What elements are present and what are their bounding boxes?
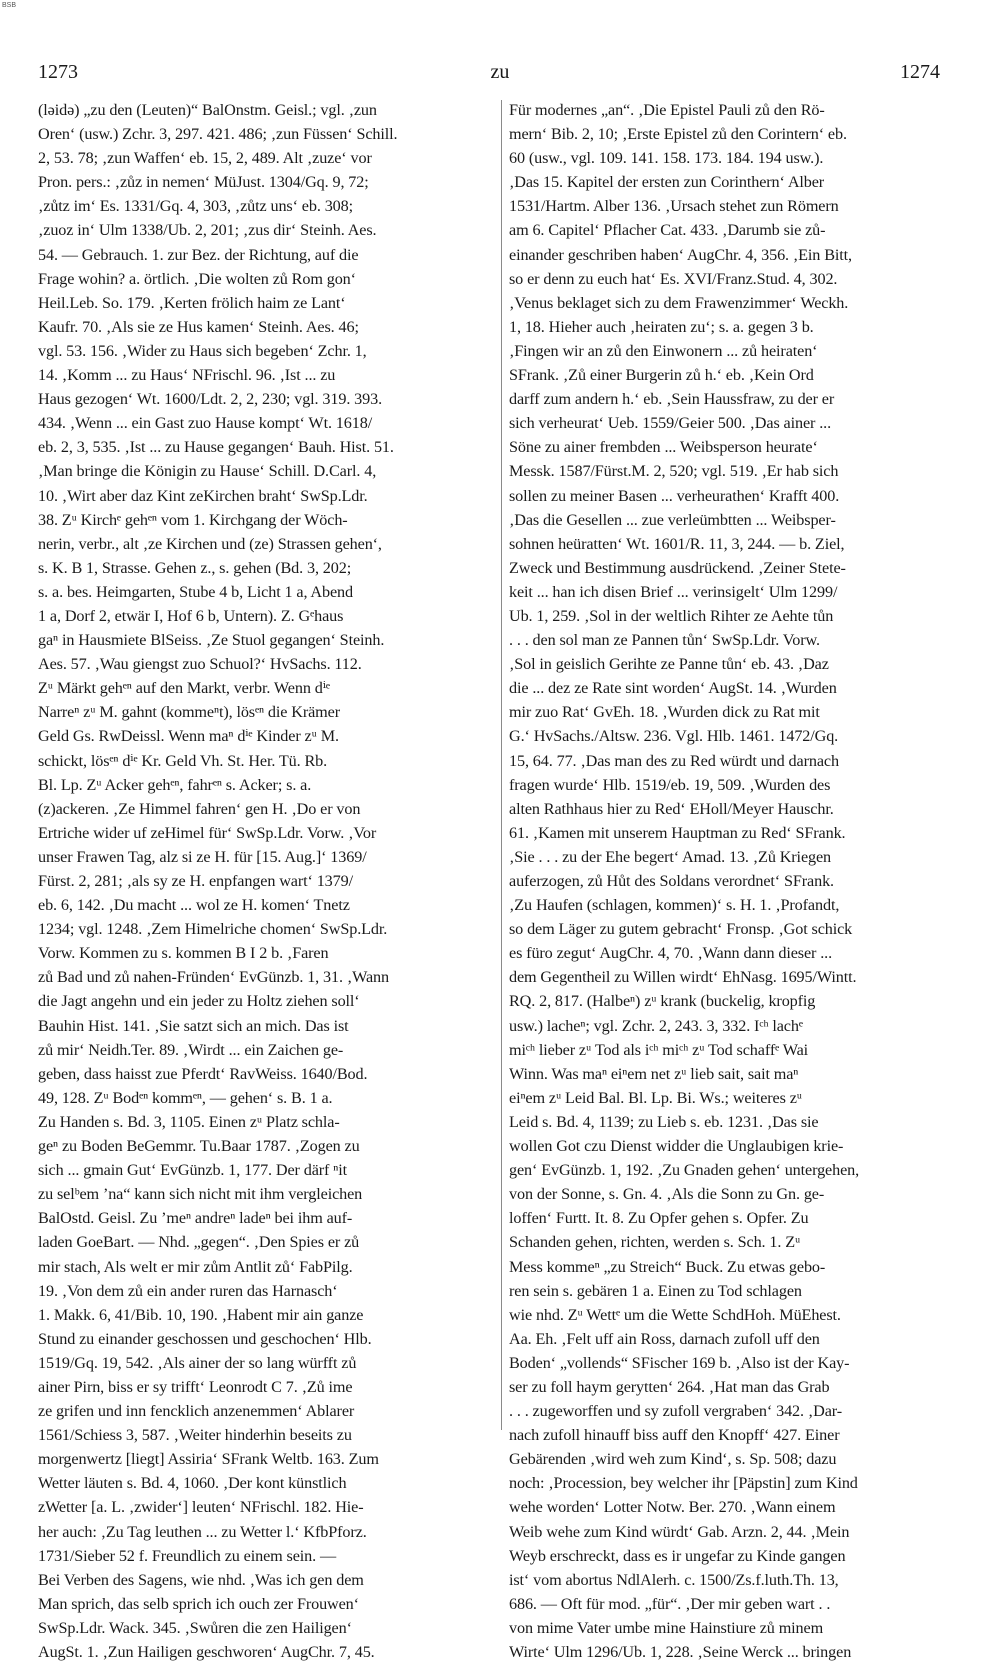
text-line: 1234; vgl. 1248. ‚Zem Himelriche chomen‘ SwSp.Ldr. <box>38 920 388 939</box>
text-line: einander geschriben haben‘ AugChr. 4, 356. ‚Ein Bitt, <box>509 245 852 264</box>
text-line: ze grifen und inn fencklich anzenemmen‘ Ablarer <box>38 1402 355 1421</box>
text-line: wollen Got czu Dienst widder die Unglaubigen krie- <box>509 1137 844 1156</box>
text-line: (ləidə) „zu den (Leuten)“ BalOnstm. Geisl.; vgl. ‚zun <box>38 101 377 119</box>
text-line: Narreⁿ zᵘ M. gahnt (kommeⁿt), lösᵉⁿ die Krämer <box>38 703 340 722</box>
text-line: ‚Sie . . . zu der Ehe begert‘ Amad. 13. ‚Zů Kriegen <box>509 847 832 866</box>
text-line: (z)ackeren. ‚Ze Himmel fahren‘ gen H. ‚Do er von <box>38 799 361 818</box>
text-line: sich verheurat‘ Ueb. 1559/Geier 500. ‚Das ainer ... <box>509 414 832 433</box>
text-line: nerin, verbr., alt ‚ze Kirchen und (ze) Strassen gehen‘, <box>38 534 382 553</box>
text-line: geben, dass haisst zue Pferdt‘ RavWeiss. 1640/Bod. <box>38 1064 368 1083</box>
text-line: 1 a, Dorf 2, etwär I, Hof 6 b, Untern). Z. Gᵉhaus <box>38 606 344 625</box>
text-line: von mime Vater umbe mine Hainstiure zů minem <box>509 1618 824 1637</box>
text-line: G.‘ HvSachs./Altsw. 236. Vgl. Hlb. 1461. 1472/Gq. <box>509 727 839 746</box>
text-line: alten Rathhaus hier zu Red‘ EHoll/Meyer Hauschr. <box>509 799 834 818</box>
text-line: ‚Sol in geislich Gerihte ze Panne tůn‘ eb. 43. ‚Daz <box>509 655 829 674</box>
text-line: eb. 2, 3, 535. ‚Ist ... zu Hause gegangen‘ Bauh. Hist. 51. <box>38 438 394 457</box>
text-line: ‚Zu Haufen (schlagen, kommen)‘ s. H. 1. ‚Profandt, <box>509 896 840 915</box>
left-text-column <box>38 98 496 1661</box>
text-line: auferzogen, zů Hůt des Soldans verordnet‘ SFrank. <box>509 872 834 890</box>
text-line: . . . zugeworffen und sy zufoll vergraben‘ 342. ‚Dar- <box>509 1402 842 1421</box>
text-line: Haus gezogen‘ Wt. 1600/Ldt. 2, 2, 230; vgl. 319. 393. <box>38 390 383 409</box>
text-line: usw.) lacheⁿ; vgl. Zchr. 2, 243. 3, 332. Iᶜʰ lachᵉ <box>509 1016 803 1035</box>
right-text-column <box>509 98 965 1661</box>
text-line: BalOstd. Geisl. Zu ’meⁿ andreⁿ ladeⁿ bei ihm auf- <box>38 1209 353 1228</box>
text-line: Wirte‘ Ulm 1296/Ub. 1, 228. ‚Seine Werck ... bringen <box>509 1643 852 1661</box>
text-line: geⁿ zu Boden BeGemmr. Tu.Baar 1787. ‚Zogen zu <box>38 1137 360 1156</box>
text-line: Frage wohin? a. örtlich. ‚Die wolten zů Rom gon‘ <box>38 269 356 288</box>
text-line: 38. Zᵘ Kirchᵉ gehᵉⁿ vom 1. Kirchgang der Wöch- <box>38 510 348 529</box>
text-line: ‚Das 15. Kapitel der ersten zun Corinthern‘ Alber <box>509 173 825 192</box>
text-line: zů Bad und zů nahen-Fründen‘ EvGünzb. 1, 31. ‚Wann <box>38 968 389 987</box>
text-line: Söne zu ainer frembden ... Weibsperson heurate‘ <box>509 438 818 457</box>
text-line: Bei Verben des Sagens, wie nhd. ‚Was ich gen dem <box>38 1570 364 1589</box>
text-line: . . . den sol man ze Pannen tůn‘ SwSp.Ldr. Vorw. <box>509 631 820 650</box>
text-line: Bauhin Hist. 141. ‚Sie satzt sich an mich. Das ist <box>38 1016 349 1035</box>
text-line: ‚Fingen wir an zů den Einwonern ... zů heiraten‘ <box>509 341 818 360</box>
text-line: Ub. 1, 259. ‚Sol in der weltlich Rihter ze Aehte tůn <box>509 606 834 625</box>
text-line: Pron. pers.: ‚zůz in nemen‘ MüJust. 1304/Gq. 9, 72; <box>38 173 369 192</box>
page-number-right: 1274 <box>900 61 940 83</box>
text-line: 54. — Gebrauch. 1. zur Bez. der Richtung, auf die <box>38 245 359 264</box>
text-line: 686. — Oft für mod. „für“. ‚Der mir geben wart . . <box>509 1594 831 1613</box>
text-line: 1731/Sieber 52 f. Freundlich zu einem sein. — <box>38 1546 337 1565</box>
text-line: zů mir‘ Neidh.Ter. 89. ‚Wirdt ... ein Zaichen ge- <box>38 1040 344 1059</box>
text-line: RQ. 2, 817. (Halbeⁿ) zᵘ krank (buckelig, kropfig <box>509 992 816 1011</box>
text-line: vgl. 53. 156. ‚Wider zu Haus sich begeben‘ Zchr. 1, <box>38 341 367 360</box>
text-line: ren sein s. gebären 1 a. Einen zu Tod schlagen <box>509 1281 802 1300</box>
text-line: 1561/Schiess 3, 587. ‚Weiter hinderhin beseits zu <box>38 1426 352 1445</box>
text-line: Vorw. Kommen zu s. kommen B I 2 b. ‚Faren <box>38 944 329 963</box>
text-line: noch: ‚Procession, bey welcher ihr [Päpstin] zum Kind <box>509 1474 858 1493</box>
text-line: von der Sonne, s. Gn. 4. ‚Als die Sonn zu Gn. ge- <box>509 1185 825 1204</box>
text-line: zu selᵇem ’na“ kann sich nicht mit ihm vergleichen <box>38 1185 363 1204</box>
text-line: AugSt. 1. ‚Zun Hailigen geschworen‘ AugChr. 7, 45. <box>38 1643 375 1661</box>
column-divider <box>501 100 502 1430</box>
text-line: loffen‘ Furtt. It. 8. Zu Opfer gehen s. Opfer. Zu <box>509 1209 809 1228</box>
text-line: sollen zu meiner Basen ... verheurathen‘ Krafft 400. <box>509 486 840 505</box>
text-line: wie nhd. Zᵘ Wettᵉ um die Wette SchdHoh. MüEhest. <box>509 1305 841 1324</box>
text-line: Mess kommeⁿ „zu Streich“ Buck. Zu etwas gebo- <box>509 1257 826 1276</box>
text-line: unser Frawen Tag, alz si ze H. für [15. Aug.]‘ 1369/ <box>38 847 367 866</box>
text-line: 19. ‚Von dem zů ein ander ruren das Harnasch‘ <box>38 1281 338 1300</box>
text-line: ‚Venus beklaget sich zu dem Frawenzimmer‘ Weckh. <box>509 293 849 312</box>
text-line: es füro zegut‘ AugChr. 4, 70. ‚Wann dann dieser ... <box>509 944 832 963</box>
text-line: sohnen heüratten‘ Wt. 1601/R. 11, 3, 244. — b. Ziel, <box>509 534 845 553</box>
text-line: 1531/Hartm. Alber 136. ‚Ursach stehet zun Römern <box>509 197 839 216</box>
text-line: mern‘ Bib. 2, 10; ‚Erste Epistel zů den Corintern‘ eb. <box>509 125 847 144</box>
text-line: Ertriche wider uf zeHimel für‘ SwSp.Ldr. Vorw. ‚Vor <box>38 823 377 842</box>
text-line: ‚zuoz in‘ Ulm 1338/Ub. 2, 201; ‚zus dir‘ Steinh. Aes. <box>38 221 377 240</box>
text-line: Messk. 1587/Fürst.M. 2, 520; vgl. 519. ‚Er hab sich <box>509 462 839 481</box>
text-line: Bl. Lp. Zᵘ Acker gehᵉⁿ, fahrᵉⁿ s. Acker; s. a. <box>38 775 312 794</box>
text-line: 1, 18. Hieher auch ‚heiraten zu‘; s. a. gegen 3 b. <box>509 317 814 336</box>
text-line: so er denn zu euch hat‘ Es. XVI/Franz.Stud. 4, 302. <box>509 269 838 288</box>
text-line: Heil.Leb. So. 179. ‚Kerten frölich haim ze Lant‘ <box>38 293 346 312</box>
text-line: so dem Läger zu gutem gebracht‘ Fronsp. ‚Got schick <box>509 920 853 939</box>
text-line: keit ... han ich disen Brief ... verinsigelt‘ Ulm 1299/ <box>509 582 838 601</box>
text-line: fragen wurde‘ Hlb. 1519/eb. 19, 509. ‚Wurden des <box>509 775 831 794</box>
text-line: wehe worden‘ Lotter Notw. Ber. 270. ‚Wann einem <box>509 1498 836 1517</box>
text-line: mir zuo Rat‘ GvEh. 18. ‚Wurden dick zu Rat mit <box>509 703 820 722</box>
text-line: ‚zůtz im‘ Es. 1331/Gq. 4, 303, ‚zůtz uns‘ eb. 308; <box>38 197 353 216</box>
text-line: miᶜʰ lieber zᵘ Tod als iᶜʰ miᶜʰ zᵘ Tod schaffᵉ Wai <box>509 1040 809 1059</box>
text-line: Gebärenden ‚wird weh zum Kind‘, s. Sp. 508; dazu <box>509 1450 837 1469</box>
text-line: 2, 53. 78; ‚zun Waffen‘ eb. 15, 2, 489. Alt ‚zuze‘ vor <box>38 149 372 168</box>
text-line: gen‘ EvGünzb. 1, 192. ‚Zu Gnaden gehen‘ untergehen, <box>509 1161 860 1180</box>
text-line: 49, 128. Zᵘ Bodᵉⁿ kommᵉⁿ, — gehen‘ s. B. 1 a. <box>38 1088 333 1107</box>
text-line: 61. ‚Kamen mit unserem Hauptman zu Red‘ SFrank. <box>509 823 846 842</box>
text-line: SwSp.Ldr. Wack. 345. ‚Swůren die zen Hailigen‘ <box>38 1618 352 1637</box>
text-line: Weyb erschreckt, dass es ir ungefar zu Kinde gangen <box>509 1546 846 1565</box>
text-line: dem Gegentheil zu Willen wirdt‘ EhNasg. 1695/Wintt. <box>509 968 857 987</box>
text-line: Fürst. 2, 281; ‚als sy ze H. enpfangen wart‘ 1379/ <box>38 872 353 890</box>
text-line: Geld Gs. RwDeissl. Wenn maⁿ dⁱᵉ Kinder zᵘ M. <box>38 727 339 746</box>
text-line: gaⁿ in Hausmiete BlSeiss. ‚Ze Stuol gegangen‘ Steinh. <box>38 631 385 650</box>
text-line: Leid s. Bd. 4, 1139; zu Lieb s. eb. 1231. ‚Das sie <box>509 1112 819 1131</box>
text-line: am 6. Capitel‘ Pflacher Cat. 433. ‚Darumb sie zů- <box>509 221 826 240</box>
text-line: schickt, lösᵉⁿ dⁱᵉ Kr. Geld Vh. St. Her. Tü. Rb. <box>38 751 328 770</box>
text-line: s. a. bes. Heimgarten, Stube 4 b, Licht 1 a, Abend <box>38 582 353 601</box>
text-line: Aa. Eh. ‚Felt uff ain Ross, darnach zufoll uff den <box>509 1329 820 1348</box>
text-line: 60 (usw., vgl. 109. 141. 158. 173. 184. 194 usw.). <box>509 149 824 168</box>
text-line: Schanden gehen, richten, werden s. Sch. 1. Zᵘ <box>509 1233 801 1252</box>
text-line: ist‘ vom abortus NdlAlerh. c. 1500/Zs.f.luth.Th. 13, <box>509 1570 839 1589</box>
text-line: darff zum andern h.‘ eb. ‚Sein Haussfraw, zu der er <box>509 390 835 409</box>
text-line: Für modernes „an“. ‚Die Epistel Pauli zů den Rö- <box>509 101 825 119</box>
text-line: Winn. Was maⁿ eiⁿem net zᵘ lieb sait, sait maⁿ <box>509 1064 799 1083</box>
page-number-left: 1273 <box>38 61 78 83</box>
text-line: 14. ‚Komm ... zu Haus‘ NFrischl. 96. ‚Ist ... zu <box>38 366 336 385</box>
text-line: 1519/Gq. 19, 542. ‚Als ainer der so lang würfft zů <box>38 1353 357 1372</box>
text-line: eiⁿem zᵘ Leid Bal. Bl. Lp. Bi. Ws.; weiteres zᵘ <box>509 1088 802 1107</box>
text-line: die ... dez ze Rate sint worden‘ AugSt. 14. ‚Wurden <box>509 679 837 698</box>
text-line: Weib wehe zum Kind würdt‘ Gab. Arzn. 2, 44. ‚Mein <box>509 1522 850 1541</box>
text-line: 434. ‚Wenn ... ein Gast zuo Hause kompt‘ Wt. 1618/ <box>38 414 373 433</box>
text-line: Stund zu einander geschossen und geschochen‘ Hlb. <box>38 1329 372 1348</box>
text-line: mir stach, Als welt er mir zům Antlit zů‘ FabPilg. <box>38 1257 353 1276</box>
text-line: her auch: ‚Zu Tag leuthen ... zu Wetter l.‘ KfbPforz. <box>38 1522 367 1541</box>
text-line: ainer Pirn, biss er sy trifft‘ Leonrodt C 7. ‚Zů ime <box>38 1377 353 1396</box>
text-line: Boden‘ „vollends“ SFischer 169 b. ‚Also ist der Kay- <box>509 1353 850 1372</box>
text-line: s. K. B 1, Strasse. Gehen z., s. gehen (Bd. 3, 202; <box>38 558 352 577</box>
text-line: Man sprich, das selb sprich ich ouch zer Frouwen‘ <box>38 1594 359 1613</box>
text-line: Zu Handen s. Bd. 3, 1105. Einen zᵘ Platz schla- <box>38 1112 340 1131</box>
text-line: ‚Das die Gesellen ... zue verleümbtten ... Weibsper- <box>509 510 836 529</box>
text-line: die Jagt angehn und ein jeder zu Holtz ziehen soll‘ <box>38 992 360 1011</box>
text-line: ‚Man bringe die Königin zu Hause‘ Schill. D.Carl. 4, <box>38 462 377 481</box>
text-line: sich ... gmain Gut‘ EvGünzb. 1, 177. Der därf ⁿit <box>38 1161 347 1180</box>
text-line: laden GoeBart. — Nhd. „gegen“. ‚Den Spies er zů <box>38 1233 360 1252</box>
text-line: nach zufoll hinauff biss auff den Knopff‘ 427. Einer <box>509 1426 840 1445</box>
text-line: 15, 64. 77. ‚Das man des zu Red würdt und darnach <box>509 751 839 770</box>
text-line: morgenwertz [liegt] Assiria‘ SFrank Weltb. 163. Zum <box>38 1450 379 1469</box>
text-line: ser zu foll haym gerytten‘ 264. ‚Hat man das Grab <box>509 1377 830 1396</box>
text-line: eb. 6, 142. ‚Du macht ... wol ze H. komen‘ Tnetz <box>38 896 350 915</box>
library-stamp: BSB <box>2 2 17 9</box>
text-line: 10. ‚Wirt aber daz Kint zeKirchen braht‘ SwSp.Ldr. <box>38 486 368 505</box>
text-line: SFrank. ‚Zů einer Burgerin zů h.‘ eb. ‚Kein Ord <box>509 366 814 385</box>
text-line: Kaufr. 70. ‚Als sie ze Hus kamen‘ Steinh. Aes. 46; <box>38 317 359 336</box>
running-headword: zu <box>490 61 510 83</box>
text-line: zWetter [a. L. ‚zwider‘] leuten‘ NFrischl. 182. Hie- <box>38 1498 364 1517</box>
text-line: Oren‘ (usw.) Zchr. 3, 297. 421. 486; ‚zun Füssen‘ Schill. <box>38 125 398 144</box>
text-line: Zweck und Bestimmung ausdrückend. ‚Zeiner Stete- <box>509 558 846 577</box>
text-line: Wetter läuten s. Bd. 4, 1060. ‚Der kont künstlich <box>38 1474 347 1493</box>
text-line: Zᵘ Märkt gehᵉⁿ auf den Markt, verbr. Wenn dⁱᵉ <box>38 679 330 698</box>
text-line: Aes. 57. ‚Wau giengst zuo Schuol?‘ HvSachs. 112. <box>38 655 362 674</box>
text-line: 1. Makk. 6, 41/Bib. 10, 190. ‚Habent mir ain ganze <box>38 1305 364 1324</box>
